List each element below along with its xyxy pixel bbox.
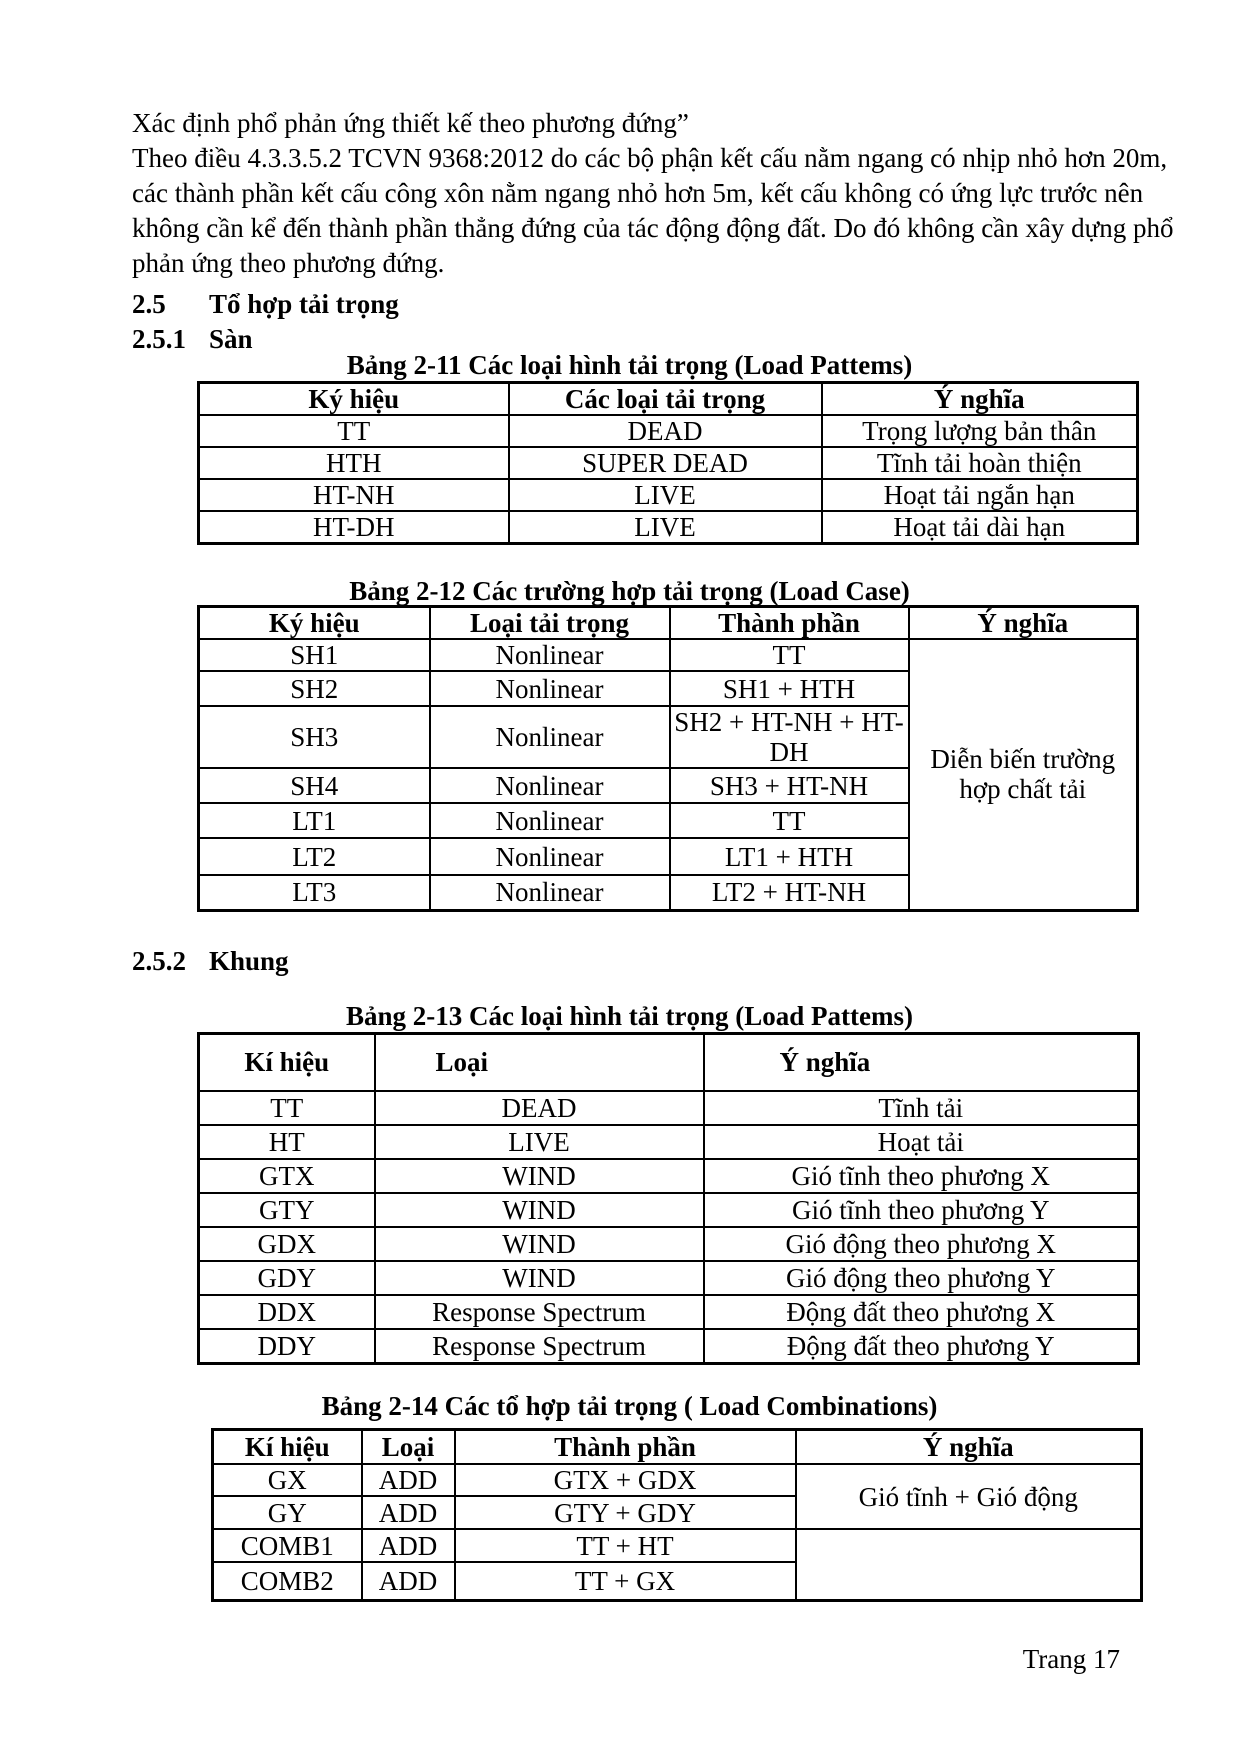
table-2-12-load-cases bbox=[197, 605, 1139, 912]
header-cell: Ý nghĩa bbox=[704, 1033, 1139, 1091]
page-number: Trang 17 bbox=[1022, 1643, 1120, 1674]
cell: SH2 bbox=[199, 671, 430, 706]
header-cell: Kí hiệu bbox=[213, 1429, 362, 1464]
header-cell: Thành phần bbox=[455, 1429, 796, 1464]
section-title: Tổ hợp tải trọng bbox=[209, 289, 399, 319]
table-row bbox=[199, 447, 1138, 479]
section-number: 2.5 bbox=[132, 289, 166, 319]
cell: Nonlinear bbox=[430, 706, 670, 768]
header-cell: Các loại tải trọng bbox=[509, 383, 822, 416]
cell: Trọng lượng bản thân bbox=[822, 415, 1138, 447]
cell: SUPER DEAD bbox=[509, 447, 822, 479]
cell: SH1 bbox=[199, 639, 430, 671]
cell: HT-DH bbox=[199, 511, 509, 544]
paragraph-line: Theo điều 4.3.3.5.2 TCVN 9368:2012 do các bộ phận kết cấu nằm ngang có nhịp nhỏ hơn 20m, bbox=[132, 143, 1168, 173]
cell: DEAD bbox=[375, 1091, 704, 1125]
merged-cell-meaning: Diễn biến trường hợp chất tải bbox=[909, 639, 1138, 910]
cell: Response Spectrum bbox=[375, 1295, 704, 1329]
cell: COMB1 bbox=[213, 1529, 362, 1562]
cell: WIND bbox=[375, 1193, 704, 1227]
table-row bbox=[199, 1227, 1139, 1261]
cell: Hoạt tải ngắn hạn bbox=[822, 479, 1138, 511]
cell: GTY + GDY bbox=[455, 1496, 796, 1529]
cell: Gió động theo phương Y bbox=[704, 1261, 1139, 1295]
cell: GY bbox=[213, 1496, 362, 1529]
section-heading-2-5-2 bbox=[132, 944, 1240, 979]
cell: LIVE bbox=[375, 1125, 704, 1159]
cell: ADD bbox=[362, 1529, 455, 1562]
table-caption-2-12: Bảng 2-12 Các trường hợp tải trọng (Load Case) bbox=[349, 576, 910, 606]
table-row bbox=[199, 1261, 1139, 1295]
cell: GTX + GDX bbox=[455, 1464, 796, 1496]
table-row bbox=[199, 1193, 1139, 1227]
cell: LT2 bbox=[199, 838, 430, 875]
header-cell: Ý nghĩa bbox=[822, 383, 1138, 416]
cell: Nonlinear bbox=[430, 803, 670, 838]
cell: Nonlinear bbox=[430, 671, 670, 706]
cell: Gió động theo phương X bbox=[704, 1227, 1139, 1261]
table-row bbox=[199, 1159, 1139, 1193]
header-cell: Thành phần bbox=[670, 607, 909, 640]
header-cell: Ký hiệu bbox=[199, 607, 430, 640]
header-cell: Loại tải trọng bbox=[430, 607, 670, 640]
cell: LT2 + HT-NH bbox=[670, 875, 909, 910]
cell: LIVE bbox=[509, 479, 822, 511]
table-row bbox=[213, 1464, 1142, 1496]
cell: Nonlinear bbox=[430, 639, 670, 671]
cell: SH3 + HT-NH bbox=[670, 768, 909, 803]
paragraph-line: phản ứng theo phương đứng. bbox=[132, 248, 445, 278]
section-number: 2.5.1 bbox=[132, 324, 186, 354]
table-row bbox=[199, 479, 1138, 511]
cell: LT1 bbox=[199, 803, 430, 838]
table-caption-2-11: Bảng 2-11 Các loại hình tải trọng (Load Pattems) bbox=[346, 350, 913, 380]
header-cell: Kí hiệu bbox=[199, 1033, 375, 1091]
cell: Gió tĩnh theo phương Y bbox=[704, 1193, 1139, 1227]
cell: GTX bbox=[199, 1159, 375, 1193]
table-row bbox=[199, 1125, 1139, 1159]
merged-cell-wind-meaning: Gió tĩnh + Gió động bbox=[796, 1464, 1142, 1529]
table-2-13-load-patterns-frame bbox=[197, 1032, 1140, 1365]
cell: SH1 + HTH bbox=[670, 671, 909, 706]
cell: HTH bbox=[199, 447, 509, 479]
cell: TT + HT bbox=[455, 1529, 796, 1562]
cell: DEAD bbox=[509, 415, 822, 447]
cell: Động đất theo phương X bbox=[704, 1295, 1139, 1329]
paragraph-line: các thành phần kết cấu công xôn nằm ngang nhỏ hơn 5m, kết cấu không có ứng lực trước nên bbox=[132, 178, 1144, 208]
cell: Tĩnh tải hoàn thiện bbox=[822, 447, 1138, 479]
cell: SH2 + HT-NH + HT-DH bbox=[670, 706, 909, 768]
cell: TT bbox=[670, 803, 909, 838]
paragraph-line: không cần kể đến thành phần thẳng đứng của tác động động đất. Do đó không cần xây dựng phổ bbox=[132, 213, 1174, 243]
header-cell: Loại bbox=[375, 1033, 704, 1091]
table-row bbox=[213, 1529, 1142, 1562]
table-row bbox=[199, 1091, 1139, 1125]
cell: Nonlinear bbox=[430, 838, 670, 875]
cell: Nonlinear bbox=[430, 875, 670, 910]
cell: Động đất theo phương Y bbox=[704, 1329, 1139, 1363]
cell: TT bbox=[199, 1091, 375, 1125]
section-title: Khung bbox=[209, 945, 289, 976]
table-caption-2-13: Bảng 2-13 Các loại hình tải trọng (Load Pattems) bbox=[346, 1000, 913, 1031]
header-cell: Ký hiệu bbox=[199, 383, 509, 416]
cell: ADD bbox=[362, 1496, 455, 1529]
cell: SH4 bbox=[199, 768, 430, 803]
paragraph-line: Xác định phổ phản ứng thiết kế theo phương đứng” bbox=[132, 108, 689, 138]
table-header-row bbox=[199, 1033, 1139, 1091]
cell: GX bbox=[213, 1464, 362, 1496]
cell: GDX bbox=[199, 1227, 375, 1261]
table-row bbox=[199, 639, 1138, 671]
cell: GDY bbox=[199, 1261, 375, 1295]
cell: Hoạt tải bbox=[704, 1125, 1139, 1159]
cell: LT1 + HTH bbox=[670, 838, 909, 875]
paragraph bbox=[132, 106, 1240, 281]
cell: LT3 bbox=[199, 875, 430, 910]
cell: TT bbox=[199, 415, 509, 447]
table-2-11-load-patterns bbox=[197, 381, 1139, 545]
cell: LIVE bbox=[509, 511, 822, 544]
section-heading-2-5 bbox=[132, 287, 1240, 322]
cell: HT-NH bbox=[199, 479, 509, 511]
cell: WIND bbox=[375, 1159, 704, 1193]
table-header-row bbox=[199, 383, 1138, 416]
cell: TT bbox=[670, 639, 909, 671]
table-header-row bbox=[213, 1429, 1142, 1464]
table-row bbox=[199, 1329, 1139, 1363]
header-cell: Ý nghĩa bbox=[796, 1429, 1142, 1464]
section-number: 2.5.2 bbox=[132, 945, 186, 976]
merged-cell-empty bbox=[796, 1529, 1142, 1600]
cell: GTY bbox=[199, 1193, 375, 1227]
table-header-row bbox=[199, 607, 1138, 640]
cell: SH3 bbox=[199, 706, 430, 768]
cell: DDY bbox=[199, 1329, 375, 1363]
header-cell: Loại bbox=[362, 1429, 455, 1464]
cell: Response Spectrum bbox=[375, 1329, 704, 1363]
cell: WIND bbox=[375, 1227, 704, 1261]
table-2-14-load-combinations bbox=[211, 1428, 1143, 1602]
table-row bbox=[199, 1295, 1139, 1329]
cell: Gió tĩnh theo phương X bbox=[704, 1159, 1139, 1193]
cell: ADD bbox=[362, 1464, 455, 1496]
cell: COMB2 bbox=[213, 1562, 362, 1600]
cell: TT + GX bbox=[455, 1562, 796, 1600]
header-cell: Ý nghĩa bbox=[909, 607, 1138, 640]
cell: Tĩnh tải bbox=[704, 1091, 1139, 1125]
cell: DDX bbox=[199, 1295, 375, 1329]
cell: WIND bbox=[375, 1261, 704, 1295]
table-caption-2-14: Bảng 2-14 Các tổ hợp tải trọng ( Load Combinations) bbox=[321, 1390, 938, 1421]
cell: Hoạt tải dài hạn bbox=[822, 511, 1138, 544]
cell: Nonlinear bbox=[430, 768, 670, 803]
cell: HT bbox=[199, 1125, 375, 1159]
section-title: Sàn bbox=[209, 324, 253, 354]
cell: ADD bbox=[362, 1562, 455, 1600]
table-row bbox=[199, 415, 1138, 447]
table-row bbox=[199, 511, 1138, 544]
